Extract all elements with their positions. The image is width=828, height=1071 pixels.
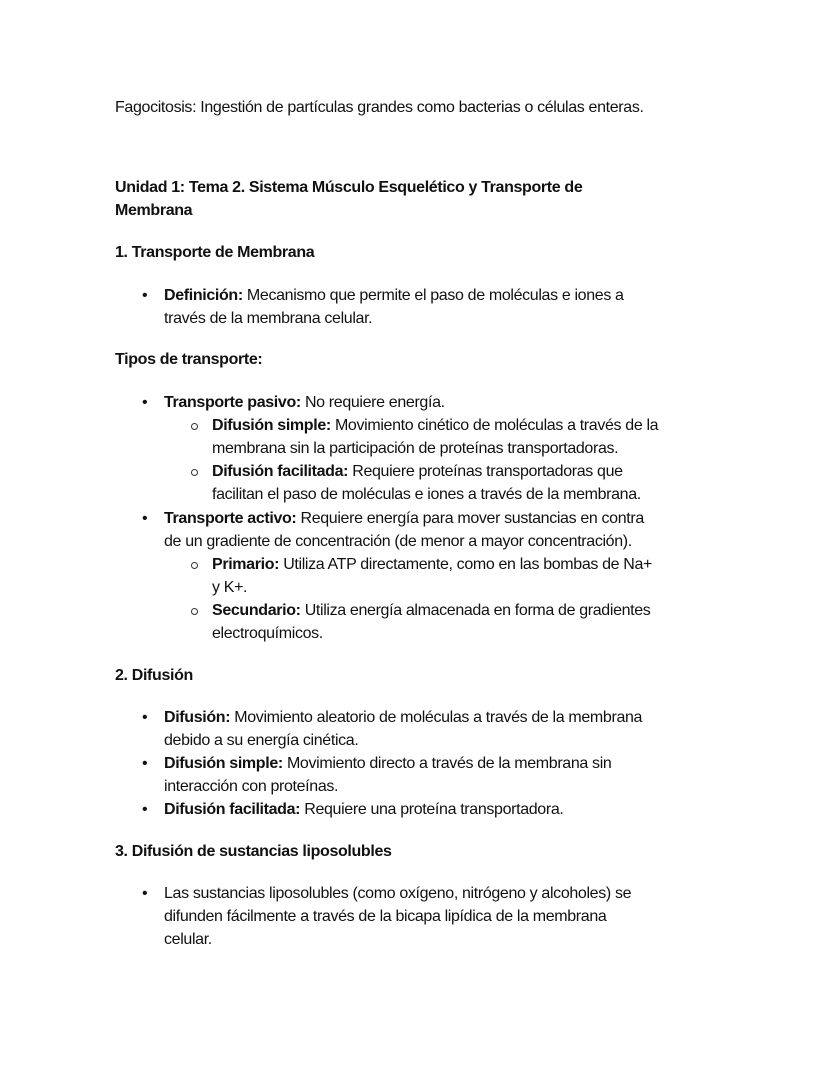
- bullet-icon: •: [142, 394, 148, 411]
- definition-item: Definición: Mecanismo que permite el paso de moléculas e iones a: [164, 287, 624, 304]
- diffusion-item-cont: debido a su energía cinética.: [164, 732, 359, 749]
- document-title-line2: Membrana: [115, 202, 193, 219]
- circle-bullet-icon: [191, 608, 198, 615]
- circle-bullet-icon: [191, 469, 198, 476]
- bullet-icon: •: [142, 287, 148, 304]
- liposoluble-item: Las sustancias liposolubles (como oxígeno, nitrógeno y alcoholes) se: [164, 885, 632, 902]
- facilitated-diffusion-item: Difusión facilitada: Requiere una proteína transportadora.: [164, 801, 564, 818]
- passive-transport-item: Transporte pasivo: No requiere energía.: [164, 394, 445, 411]
- secondary-subitem: Secundario: Utiliza energía almacenada en forma de gradientes: [212, 602, 651, 619]
- facilitated-diffusion-subitem-cont: facilitan el paso de moléculas e iones a través de la membrana.: [212, 486, 641, 503]
- definition-item-cont: través de la membrana celular.: [164, 310, 373, 327]
- active-transport-item: Transporte activo: Requiere energía para mover sustancias en contra: [164, 510, 644, 527]
- secondary-subitem-cont: electroquímicos.: [212, 625, 323, 642]
- circle-bullet-icon: [191, 423, 198, 430]
- section-heading-transporte: 1. Transporte de Membrana: [115, 244, 315, 261]
- simple-diffusion-subitem: Difusión simple: Movimiento cinético de moléculas a través de la: [212, 417, 659, 434]
- types-heading: Tipos de transporte:: [115, 351, 263, 368]
- section-heading-liposolubles: 3. Difusión de sustancias liposolubles: [115, 843, 392, 860]
- active-transport-item-cont: de un gradiente de concentración (de menor a mayor concentración).: [164, 533, 632, 550]
- simple-diffusion-item-cont: interacción con proteínas.: [164, 778, 339, 795]
- diffusion-item: Difusión: Movimiento aleatorio de moléculas a través de la membrana: [164, 709, 643, 726]
- liposoluble-item-cont2: celular.: [164, 931, 212, 948]
- bullet-icon: •: [142, 755, 148, 772]
- primary-subitem: Primario: Utiliza ATP directamente, como en las bombas de Na+: [212, 556, 653, 573]
- simple-diffusion-subitem-cont: membrana sin la participación de proteínas transportadoras.: [212, 440, 619, 457]
- bullet-icon: •: [142, 801, 148, 818]
- facilitated-diffusion-subitem: Difusión facilitada: Requiere proteínas transportadoras que: [212, 463, 623, 480]
- intro-paragraph: Fagocitosis: Ingestión de partículas grandes como bacterias o células enteras.: [115, 99, 644, 116]
- document-title-line1: Unidad 1: Tema 2. Sistema Músculo Esquelético y Transporte de: [115, 179, 583, 196]
- liposoluble-item-cont: difunden fácilmente a través de la bicapa lipídica de la membrana: [164, 908, 607, 925]
- bullet-icon: •: [142, 709, 148, 726]
- simple-diffusion-item: Difusión simple: Movimiento directo a través de la membrana sin: [164, 755, 612, 772]
- circle-bullet-icon: [191, 562, 198, 569]
- bullet-icon: •: [142, 885, 148, 902]
- section-heading-difusion: 2. Difusión: [115, 667, 193, 684]
- primary-subitem-cont: y K+.: [212, 579, 248, 596]
- bullet-icon: •: [142, 510, 148, 527]
